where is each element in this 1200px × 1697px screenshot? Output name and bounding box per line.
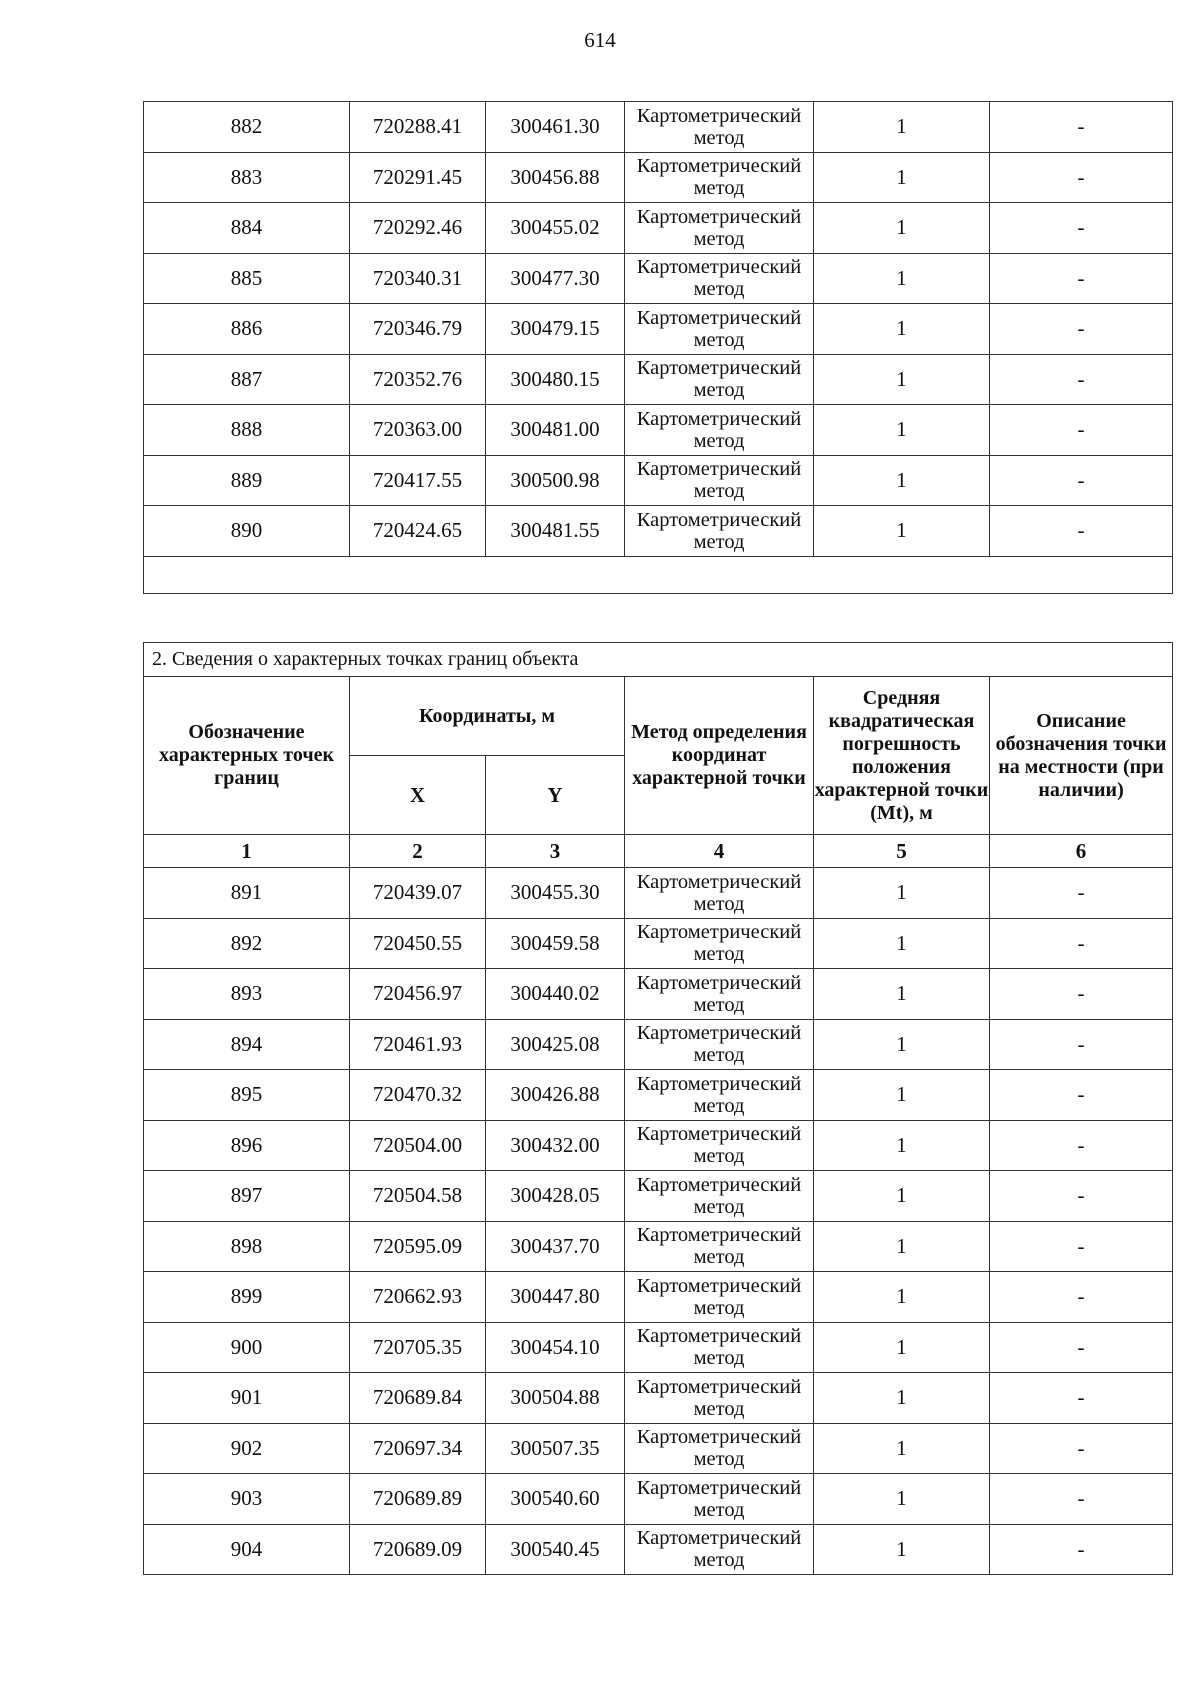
y-coordinate-cell: 300425.08 [486,1019,625,1070]
x-coordinate-cell: 720340.31 [350,253,486,304]
description-cell: - [990,1070,1173,1121]
table-row [144,969,1173,1020]
error-cell: 1 [814,1019,990,1070]
table-row [144,354,1173,405]
description-cell: - [990,1423,1173,1474]
method-cell [625,354,814,405]
method-cell [625,1120,814,1171]
header-coordinates: Координаты, м [350,677,625,756]
description-cell: - [990,304,1173,355]
description-cell: - [990,405,1173,456]
description-cell: - [990,354,1173,405]
x-coordinate-cell: 720595.09 [350,1221,486,1272]
method-line: метод [693,480,745,503]
point-number-cell: 891 [144,868,350,919]
method-line: метод [693,1448,745,1471]
point-number-cell: 902 [144,1423,350,1474]
error-cell: 1 [814,1373,990,1424]
method-cell [625,152,814,203]
boundary-points-table-continued [143,101,1173,594]
method-line: Картометрический [636,1426,802,1449]
method-line: метод [693,993,745,1016]
description-cell: - [990,203,1173,254]
x-coordinate-cell: 720424.65 [350,506,486,557]
method-line: Картометрический [636,256,802,279]
y-coordinate-cell: 300426.88 [486,1070,625,1121]
point-number-cell: 901 [144,1373,350,1424]
empty-cell [144,556,1173,593]
x-coordinate-cell: 720689.09 [350,1524,486,1575]
description-cell: - [990,1524,1173,1575]
boundary-points-table [143,642,1173,1575]
table-row [144,1221,1173,1272]
error-cell: 1 [814,152,990,203]
point-number-cell: 890 [144,506,350,557]
x-coordinate-cell: 720461.93 [350,1019,486,1070]
method-line: Картометрический [636,1224,802,1247]
error-cell: 1 [814,1272,990,1323]
description-cell: - [990,1322,1173,1373]
table-row [144,1070,1173,1121]
method-line: Картометрический [636,155,802,178]
error-cell: 1 [814,1171,990,1222]
table-row [144,868,1173,919]
header-error: Средняя квадратическая погрешность положения характерной точки (Mt), м [814,677,990,835]
point-number-cell: 893 [144,969,350,1020]
description-cell: - [990,152,1173,203]
method-line: метод [693,1498,745,1521]
method-line: Картометрический [636,1022,802,1045]
point-number-cell: 882 [144,102,350,153]
method-line: Картометрический [636,1123,802,1146]
x-coordinate-cell: 720292.46 [350,203,486,254]
method-line: Картометрический [636,1375,802,1398]
y-coordinate-cell: 300432.00 [486,1120,625,1171]
y-coordinate-cell: 300456.88 [486,152,625,203]
point-number-cell: 904 [144,1524,350,1575]
method-line: Картометрический [636,104,802,127]
table-row [144,455,1173,506]
y-coordinate-cell: 300540.45 [486,1524,625,1575]
header-x: X [350,756,486,835]
column-numbers-row [144,835,1173,868]
method-line: Картометрический [636,921,802,944]
error-cell: 1 [814,1423,990,1474]
table-row [144,152,1173,203]
x-coordinate-cell: 720689.89 [350,1474,486,1525]
method-cell [625,1373,814,1424]
description-cell: - [990,918,1173,969]
method-line: метод [693,1195,745,1218]
description-cell: - [990,1019,1173,1070]
y-coordinate-cell: 300504.88 [486,1373,625,1424]
table-row [144,1171,1173,1222]
method-line: Картометрический [636,1173,802,1196]
error-cell: 1 [814,1322,990,1373]
point-number-cell: 888 [144,405,350,456]
error-cell: 1 [814,102,990,153]
point-number-cell: 903 [144,1474,350,1525]
y-coordinate-cell: 300455.30 [486,868,625,919]
method-cell [625,1019,814,1070]
table-row [144,506,1173,557]
point-number-cell: 884 [144,203,350,254]
description-cell: - [990,102,1173,153]
method-line: метод [693,530,745,553]
method-line: Картометрический [636,1072,802,1095]
point-number-cell: 885 [144,253,350,304]
table-row [144,1272,1173,1323]
method-line: метод [693,943,745,966]
error-cell: 1 [814,354,990,405]
method-line: Картометрический [636,458,802,481]
table-row [144,1322,1173,1373]
header-y: Y [486,756,625,835]
column-number: 6 [990,835,1173,868]
y-coordinate-cell: 300481.55 [486,506,625,557]
table-row [144,102,1173,153]
x-coordinate-cell: 720705.35 [350,1322,486,1373]
table-row [144,918,1173,969]
method-line: Картометрический [636,357,802,380]
table-row [144,203,1173,254]
method-line: Картометрический [636,508,802,531]
y-coordinate-cell: 300481.00 [486,405,625,456]
point-number-cell: 886 [144,304,350,355]
point-number-cell: 897 [144,1171,350,1222]
method-cell [625,1221,814,1272]
method-line: Картометрический [636,1527,802,1550]
method-cell [625,506,814,557]
method-line: метод [693,1044,745,1067]
x-coordinate-cell: 720291.45 [350,152,486,203]
error-cell: 1 [814,918,990,969]
table-row [144,1120,1173,1171]
point-number-cell: 900 [144,1322,350,1373]
point-number-cell: 883 [144,152,350,203]
y-coordinate-cell: 300479.15 [486,304,625,355]
error-cell: 1 [814,868,990,919]
method-line: Картометрический [636,870,802,893]
column-number: 3 [486,835,625,868]
description-cell: - [990,253,1173,304]
table-row [144,1524,1173,1575]
method-line: метод [693,379,745,402]
x-coordinate-cell: 720470.32 [350,1070,486,1121]
method-cell [625,253,814,304]
method-cell [625,405,814,456]
y-coordinate-cell: 300455.02 [486,203,625,254]
description-cell: - [990,969,1173,1020]
method-line: Картометрический [636,971,802,994]
x-coordinate-cell: 720346.79 [350,304,486,355]
description-cell: - [990,1221,1173,1272]
error-cell: 1 [814,253,990,304]
method-line: метод [693,126,745,149]
method-cell [625,455,814,506]
description-cell: - [990,868,1173,919]
error-cell: 1 [814,1524,990,1575]
method-cell [625,1474,814,1525]
description-cell: - [990,506,1173,557]
y-coordinate-cell: 300461.30 [486,102,625,153]
method-line: метод [693,429,745,452]
x-coordinate-cell: 720504.58 [350,1171,486,1222]
error-cell: 1 [814,1120,990,1171]
y-coordinate-cell: 300500.98 [486,455,625,506]
method-line: метод [693,1347,745,1370]
error-cell: 1 [814,203,990,254]
method-cell [625,868,814,919]
method-line: метод [693,1094,745,1117]
y-coordinate-cell: 300540.60 [486,1474,625,1525]
error-cell: 1 [814,969,990,1020]
error-cell: 1 [814,1221,990,1272]
method-cell [625,203,814,254]
point-number-cell: 887 [144,354,350,405]
method-line: Картометрический [636,1476,802,1499]
method-cell [625,102,814,153]
table-body [144,868,1173,1575]
error-cell: 1 [814,455,990,506]
method-line: метод [693,892,745,915]
x-coordinate-cell: 720439.07 [350,868,486,919]
description-cell: - [990,1373,1173,1424]
method-line: метод [693,1145,745,1168]
method-line: метод [693,177,745,200]
method-line: Картометрический [636,1274,802,1297]
point-number-cell: 895 [144,1070,350,1121]
x-coordinate-cell: 720288.41 [350,102,486,153]
table-row [144,405,1173,456]
table-row [144,1423,1173,1474]
empty-row [144,556,1173,593]
page-number: 614 [584,28,616,52]
y-coordinate-cell: 300428.05 [486,1171,625,1222]
y-coordinate-cell: 300437.70 [486,1221,625,1272]
table-row [144,304,1173,355]
x-coordinate-cell: 720352.76 [350,354,486,405]
x-coordinate-cell: 720417.55 [350,455,486,506]
error-cell: 1 [814,304,990,355]
method-line: метод [693,1296,745,1319]
y-coordinate-cell: 300507.35 [486,1423,625,1474]
table-row [144,1474,1173,1525]
x-coordinate-cell: 720363.00 [350,405,486,456]
description-cell: - [990,1120,1173,1171]
point-number-cell: 892 [144,918,350,969]
point-number-cell: 898 [144,1221,350,1272]
x-coordinate-cell: 720504.00 [350,1120,486,1171]
x-coordinate-cell: 720456.97 [350,969,486,1020]
column-number: 4 [625,835,814,868]
table-row [144,1019,1173,1070]
column-number: 1 [144,835,350,868]
column-number: 2 [350,835,486,868]
y-coordinate-cell: 300480.15 [486,354,625,405]
y-coordinate-cell: 300459.58 [486,918,625,969]
error-cell: 1 [814,1474,990,1525]
x-coordinate-cell: 720697.34 [350,1423,486,1474]
method-line: метод [693,227,745,250]
method-cell [625,1070,814,1121]
x-coordinate-cell: 720450.55 [350,918,486,969]
table-row [144,1373,1173,1424]
error-cell: 1 [814,405,990,456]
method-line: Картометрический [636,306,802,329]
point-number-cell: 899 [144,1272,350,1323]
point-number-cell: 896 [144,1120,350,1171]
method-cell [625,1423,814,1474]
method-cell [625,1322,814,1373]
y-coordinate-cell: 300440.02 [486,969,625,1020]
method-cell [625,1524,814,1575]
description-cell: - [990,1272,1173,1323]
method-line: Картометрический [636,407,802,430]
method-cell [625,969,814,1020]
description-cell: - [990,1474,1173,1525]
header-description: Описание обозначения точки на местности (при наличии) [990,677,1173,835]
x-coordinate-cell: 720662.93 [350,1272,486,1323]
error-cell: 1 [814,1070,990,1121]
point-number-cell: 894 [144,1019,350,1070]
table-body [144,102,1173,557]
method-cell [625,1171,814,1222]
description-cell: - [990,1171,1173,1222]
method-line: Картометрический [636,205,802,228]
method-cell [625,1272,814,1323]
method-line: метод [693,1549,745,1572]
method-line: метод [693,328,745,351]
table-caption: 2. Сведения о характерных точках границ объекта [144,643,1173,677]
table-row [144,253,1173,304]
y-coordinate-cell: 300447.80 [486,1272,625,1323]
x-coordinate-cell: 720689.84 [350,1373,486,1424]
y-coordinate-cell: 300477.30 [486,253,625,304]
method-cell [625,918,814,969]
method-line: Картометрический [636,1325,802,1348]
method-cell [625,304,814,355]
point-number-cell: 889 [144,455,350,506]
column-number: 5 [814,835,990,868]
description-cell: - [990,455,1173,506]
header-designation: Обозначение характерных точек границ [144,677,350,835]
method-line: метод [693,1246,745,1269]
method-line: метод [693,1397,745,1420]
y-coordinate-cell: 300454.10 [486,1322,625,1373]
header-method: Метод определения координат характерной точки [625,677,814,835]
method-line: метод [693,278,745,301]
error-cell: 1 [814,506,990,557]
